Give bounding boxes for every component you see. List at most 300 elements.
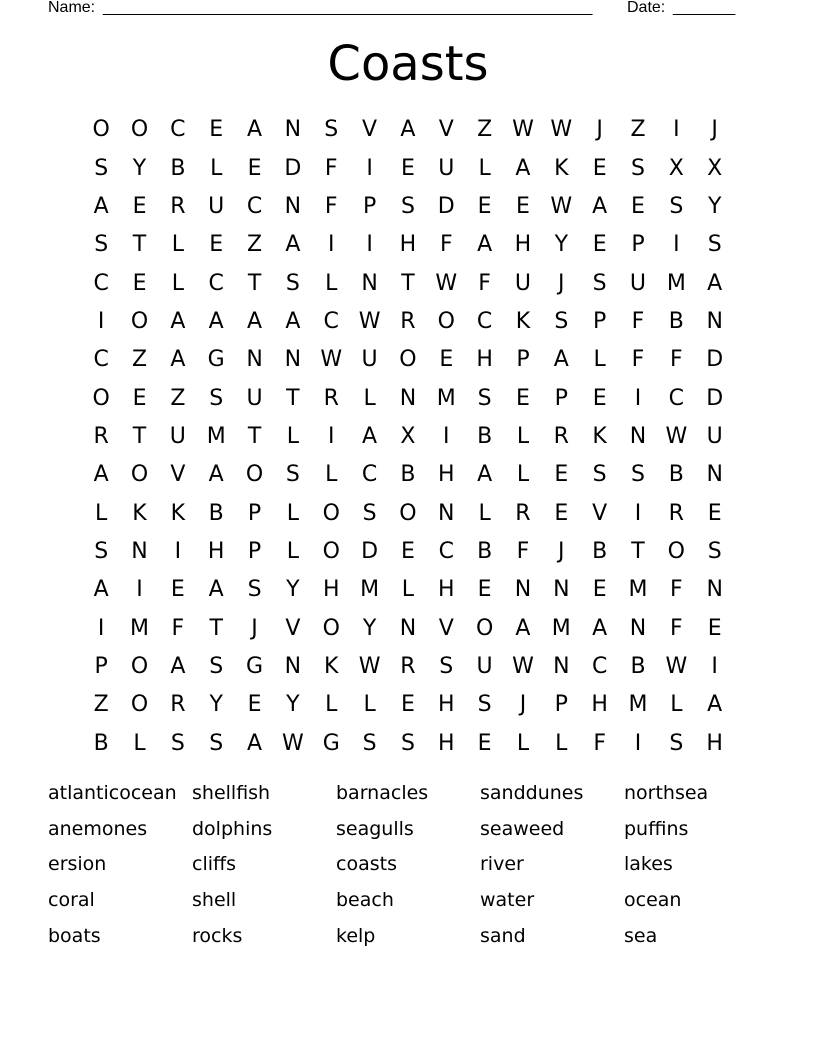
grid-cell[interactable]: O <box>130 117 149 143</box>
grid-cell[interactable]: W <box>282 730 304 756</box>
grid-row <box>82 111 734 149</box>
grid-cell[interactable]: A <box>515 615 531 641</box>
grid-cell[interactable]: S <box>400 193 415 219</box>
grid-cell[interactable]: K <box>592 423 607 449</box>
grid-cell[interactable]: E <box>170 577 185 603</box>
grid-cell[interactable]: S <box>477 385 492 411</box>
grid-cell[interactable]: U <box>629 270 647 296</box>
grid-cell[interactable]: R <box>553 423 569 449</box>
grid-cell[interactable]: V <box>285 615 301 641</box>
grid-cell[interactable]: N <box>361 270 378 296</box>
grid-cell[interactable]: N <box>706 462 723 488</box>
grid-cell[interactable]: E <box>592 577 607 603</box>
grid-cell[interactable]: T <box>209 615 223 641</box>
grid-cell[interactable]: E <box>707 500 722 526</box>
grid-cell[interactable]: R <box>400 653 416 679</box>
grid-cell[interactable]: I <box>634 500 642 526</box>
grid-cell[interactable]: E <box>400 692 415 718</box>
grid-cell[interactable]: S <box>707 538 722 564</box>
grid-cell[interactable]: N <box>284 653 302 679</box>
grid-cell[interactable]: N <box>706 308 723 334</box>
grid-cell[interactable]: F <box>478 270 491 296</box>
grid-cell[interactable]: B <box>668 462 684 488</box>
grid-cell[interactable]: I <box>673 232 680 258</box>
grid-cell[interactable]: R <box>668 500 684 526</box>
grid-cell[interactable]: E <box>592 155 607 181</box>
grid-cell[interactable]: E <box>631 193 645 219</box>
grid-cell[interactable]: F <box>670 577 683 603</box>
grid-cell[interactable]: H <box>399 232 417 258</box>
grid-cell[interactable]: N <box>131 538 148 564</box>
grid-cell[interactable]: S <box>554 308 569 334</box>
grid-cell[interactable]: T <box>132 232 147 258</box>
grid-cell[interactable]: W <box>665 653 688 679</box>
grid-cell[interactable]: T <box>631 538 645 564</box>
grid-cell[interactable]: S <box>247 577 262 603</box>
grid-cell[interactable]: S <box>669 730 684 756</box>
grid-cell[interactable]: V <box>438 615 454 641</box>
grid-cell[interactable]: B <box>170 155 186 181</box>
grid-cell[interactable]: J <box>558 538 565 564</box>
grid-cell[interactable]: W <box>320 347 343 373</box>
grid-cell[interactable]: V <box>438 117 454 143</box>
grid-cell[interactable]: M <box>628 577 648 603</box>
grid-cell[interactable]: I <box>366 232 373 258</box>
grid-cell[interactable]: I <box>634 730 642 756</box>
grid-cell[interactable]: L <box>516 423 530 449</box>
grid-cell[interactable]: J <box>519 692 527 718</box>
grid-cell[interactable]: G <box>207 347 225 373</box>
grid-cell[interactable]: S <box>477 692 492 718</box>
grid-cell[interactable]: I <box>136 577 143 603</box>
grid-cell[interactable]: C <box>93 270 109 296</box>
grid-cell[interactable]: O <box>130 692 149 718</box>
grid-cell[interactable]: L <box>171 270 184 296</box>
grid-cell[interactable]: O <box>92 117 110 143</box>
grid-cell[interactable]: N <box>399 615 417 641</box>
grid-cell[interactable]: M <box>360 577 380 603</box>
grid-cell[interactable]: R <box>400 308 416 334</box>
grid-cell[interactable]: L <box>401 577 415 603</box>
grid-cell[interactable]: S <box>285 462 300 488</box>
grid-cell[interactable]: T <box>247 423 262 449</box>
grid-cell[interactable]: L <box>363 385 376 411</box>
grid-cell[interactable]: S <box>631 462 645 488</box>
grid-cell[interactable]: Y <box>554 232 569 258</box>
grid-cell[interactable]: G <box>246 653 264 679</box>
grid-cell[interactable]: E <box>400 155 415 181</box>
grid-cell[interactable]: H <box>437 692 455 718</box>
grid-cell[interactable]: A <box>247 730 263 756</box>
grid-cell[interactable]: J <box>596 117 603 143</box>
grid-cell[interactable]: I <box>673 117 680 143</box>
grid-cell[interactable]: U <box>246 385 263 411</box>
grid-cell[interactable]: N <box>514 577 532 603</box>
grid-cell[interactable]: O <box>130 462 149 488</box>
grid-cell[interactable]: J <box>558 270 565 296</box>
grid-cell[interactable]: F <box>516 538 530 564</box>
grid-cell[interactable]: E <box>439 347 454 373</box>
grid-cell[interactable]: A <box>477 462 493 488</box>
grid-cell[interactable]: C <box>170 117 186 143</box>
grid-cell[interactable]: A <box>477 232 493 258</box>
grid-cell[interactable]: E <box>592 385 607 411</box>
grid-cell[interactable]: E <box>247 692 262 718</box>
grid-cell[interactable]: L <box>325 270 338 296</box>
grid-cell[interactable]: P <box>554 385 568 411</box>
grid-cell[interactable]: G <box>322 730 340 756</box>
grid-cell[interactable]: L <box>478 155 491 181</box>
grid-cell[interactable]: C <box>93 347 109 373</box>
grid-cell[interactable]: O <box>130 308 149 334</box>
grid-cell[interactable]: F <box>631 347 645 373</box>
grid-cell[interactable]: F <box>631 308 645 334</box>
grid-cell[interactable]: H <box>591 692 608 718</box>
grid-cell[interactable]: Y <box>362 615 377 641</box>
grid-cell[interactable]: A <box>170 347 186 373</box>
grid-cell[interactable]: L <box>171 232 184 258</box>
grid-cell[interactable]: H <box>437 577 455 603</box>
word-list-item: ersion <box>48 853 107 876</box>
grid-cell[interactable]: Z <box>247 232 263 258</box>
grid-cell[interactable]: P <box>247 500 262 526</box>
grid-cell[interactable]: E <box>247 155 262 181</box>
grid-cell[interactable]: V <box>362 117 378 143</box>
grid-cell[interactable]: O <box>322 538 340 564</box>
grid-cell[interactable]: B <box>630 653 646 679</box>
grid-cell[interactable]: B <box>477 538 493 564</box>
grid-cell[interactable]: N <box>246 347 263 373</box>
grid-cell[interactable]: W <box>358 653 381 679</box>
grid-cell[interactable]: N <box>629 615 647 641</box>
grid-cell[interactable]: S <box>592 270 607 296</box>
grid-cell[interactable]: U <box>514 270 531 296</box>
grid-cell[interactable]: F <box>324 155 338 181</box>
grid-cell[interactable]: T <box>132 423 147 449</box>
grid-cell[interactable]: M <box>436 385 456 411</box>
grid-cell[interactable]: Z <box>477 117 493 143</box>
grid-cell[interactable]: T <box>286 385 300 411</box>
grid-cell[interactable]: U <box>361 347 378 373</box>
grid-cell[interactable]: N <box>284 347 302 373</box>
grid-cell[interactable]: S <box>209 730 224 756</box>
grid-cell[interactable]: A <box>208 462 224 488</box>
grid-cell[interactable]: L <box>325 692 338 718</box>
grid-cell[interactable]: P <box>362 193 377 219</box>
grid-cell[interactable]: E <box>477 577 492 603</box>
grid-cell[interactable]: M <box>666 270 686 296</box>
grid-cell[interactable]: M <box>206 423 226 449</box>
grid-cell[interactable]: Y <box>707 193 722 219</box>
grid-cell[interactable]: A <box>400 117 416 143</box>
grid-cell[interactable]: F <box>439 232 453 258</box>
grid-cell[interactable]: I <box>443 423 450 449</box>
grid-row <box>82 264 734 302</box>
grid-cell[interactable]: H <box>322 577 340 603</box>
grid-cell[interactable]: I <box>97 308 105 334</box>
grid-cell[interactable]: W <box>665 423 688 449</box>
grid-cell[interactable]: H <box>437 730 455 756</box>
grid-cell[interactable]: S <box>362 730 377 756</box>
grid-cell[interactable]: S <box>94 538 109 564</box>
name-field[interactable]: _______________________________________________________ <box>103 0 593 16</box>
grid-cell[interactable]: O <box>322 615 340 641</box>
grid-cell[interactable]: E <box>132 270 147 296</box>
grid-cell[interactable]: S <box>439 653 454 679</box>
grid-cell[interactable]: N <box>438 500 455 526</box>
grid-cell[interactable]: S <box>94 155 109 181</box>
grid-cell[interactable]: F <box>670 347 683 373</box>
grid-cell[interactable]: M <box>551 615 571 641</box>
grid-cell[interactable]: S <box>285 270 300 296</box>
grid-cell[interactable]: A <box>362 423 378 449</box>
grid-cell[interactable]: C <box>476 308 493 334</box>
grid-cell[interactable]: E <box>132 385 147 411</box>
grid-cell[interactable]: E <box>516 193 530 219</box>
word-list-item: water <box>480 889 535 912</box>
grid-cell[interactable]: I <box>711 653 718 679</box>
grid-cell[interactable]: I <box>97 615 105 641</box>
grid-cell[interactable]: D <box>437 193 455 219</box>
grid-cell[interactable]: P <box>593 308 607 334</box>
grid-cell[interactable]: W <box>512 117 534 143</box>
grid-cell[interactable]: C <box>668 385 685 411</box>
grid-cell[interactable]: S <box>324 117 339 143</box>
grid-cell[interactable]: S <box>209 653 224 679</box>
grid-cell[interactable]: C <box>246 193 263 219</box>
grid-cell[interactable]: L <box>95 500 108 526</box>
grid-cell[interactable]: C <box>361 462 378 488</box>
grid-cell[interactable]: S <box>400 730 415 756</box>
grid-cell[interactable]: O <box>399 500 417 526</box>
grid-cell[interactable]: O <box>437 308 455 334</box>
grid-cell[interactable]: N <box>706 577 723 603</box>
grid-cell[interactable]: N <box>284 117 302 143</box>
grid-cell[interactable]: B <box>400 462 416 488</box>
grid-cell[interactable]: P <box>247 538 262 564</box>
grid-cell[interactable]: B <box>93 730 109 756</box>
grid-cell[interactable]: L <box>516 462 530 488</box>
grid-cell[interactable]: R <box>170 692 186 718</box>
grid-cell[interactable]: T <box>401 270 415 296</box>
grid-cell[interactable]: L <box>593 347 606 373</box>
grid-cell[interactable]: A <box>285 308 301 334</box>
grid-cell[interactable]: I <box>366 155 373 181</box>
grid-cell[interactable]: E <box>707 615 722 641</box>
grid-cell[interactable]: W <box>435 270 458 296</box>
grid-cell[interactable]: Z <box>630 117 646 143</box>
date-field[interactable]: _______ <box>673 0 736 16</box>
grid-cell[interactable]: A <box>553 347 569 373</box>
word-list-item: river <box>480 853 524 876</box>
grid-cell[interactable]: A <box>247 117 263 143</box>
word-list-item: sand <box>480 924 526 947</box>
grid-cell[interactable]: S <box>631 155 645 181</box>
grid-cell[interactable]: E <box>400 538 415 564</box>
grid-cell[interactable]: E <box>209 117 224 143</box>
grid-cell[interactable]: L <box>516 730 530 756</box>
grid-cell[interactable]: P <box>516 347 530 373</box>
grid-cell[interactable]: W <box>550 117 573 143</box>
grid-cell[interactable]: U <box>169 423 186 449</box>
grid-cell[interactable]: L <box>286 500 300 526</box>
grid-cell[interactable]: X <box>668 155 684 181</box>
grid-cell[interactable]: D <box>706 347 724 373</box>
grid-cell[interactable]: H <box>514 232 532 258</box>
grid-cell[interactable]: I <box>634 385 642 411</box>
grid-cell[interactable]: S <box>170 730 185 756</box>
grid-cell[interactable]: E <box>477 193 492 219</box>
grid-cell[interactable]: O <box>322 500 340 526</box>
grid-cell[interactable]: N <box>629 423 647 449</box>
grid-cell[interactable]: K <box>554 155 569 181</box>
grid-cell[interactable]: O <box>92 385 110 411</box>
grid-cell[interactable]: K <box>132 500 147 526</box>
grid-cell[interactable]: C <box>591 653 608 679</box>
grid-cell[interactable]: O <box>475 615 494 641</box>
grid-cell[interactable]: A <box>515 155 531 181</box>
grid-cell[interactable]: A <box>592 193 608 219</box>
grid-cell[interactable]: L <box>363 692 376 718</box>
grid-cell[interactable]: S <box>362 500 377 526</box>
grid-cell[interactable]: W <box>550 193 573 219</box>
grid-cell[interactable]: B <box>477 423 493 449</box>
grid-cell[interactable]: H <box>476 347 493 373</box>
grid-cell[interactable]: H <box>706 730 723 756</box>
grid-cell[interactable]: L <box>555 730 568 756</box>
grid-cell[interactable]: L <box>325 462 338 488</box>
word-list-item: boats <box>48 924 101 947</box>
grid-cell[interactable]: C <box>323 308 339 334</box>
grid-cell[interactable]: I <box>174 538 182 564</box>
grid-cell[interactable]: E <box>132 193 147 219</box>
grid-cell[interactable]: Z <box>93 692 109 718</box>
grid-cell[interactable]: Z <box>170 385 186 411</box>
grid-cell[interactable]: F <box>324 193 338 219</box>
grid-cell[interactable]: W <box>512 653 534 679</box>
grid-cell[interactable]: H <box>437 462 455 488</box>
grid-cell[interactable]: L <box>210 155 223 181</box>
grid-cell[interactable]: Y <box>209 692 223 718</box>
grid-cell[interactable]: S <box>669 193 684 219</box>
grid-cell[interactable]: A <box>208 577 224 603</box>
grid-cell[interactable]: U <box>438 155 455 181</box>
grid-cell[interactable]: A <box>93 577 109 603</box>
grid-cell[interactable]: A <box>93 462 109 488</box>
grid-cell[interactable]: D <box>284 155 302 181</box>
grid-cell[interactable]: S <box>209 385 224 411</box>
grid-cell[interactable]: N <box>553 577 570 603</box>
grid-cell[interactable]: D <box>361 538 379 564</box>
grid-cell[interactable]: F <box>593 730 606 756</box>
grid-cell[interactable]: K <box>170 500 186 526</box>
grid-cell[interactable]: K <box>515 308 531 334</box>
grid-cell[interactable]: A <box>285 232 301 258</box>
grid-cell[interactable]: D <box>706 385 724 411</box>
grid-cell[interactable]: R <box>93 423 109 449</box>
grid-cell[interactable]: Y <box>132 155 147 181</box>
grid-cell[interactable]: F <box>670 615 683 641</box>
grid-cell[interactable]: L <box>286 538 300 564</box>
grid-cell[interactable]: U <box>208 193 225 219</box>
grid-cell[interactable]: O <box>130 653 149 679</box>
grid-cell[interactable]: J <box>711 117 718 143</box>
grid-cell[interactable]: E <box>554 462 569 488</box>
grid-cell[interactable]: A <box>707 270 723 296</box>
grid-cell[interactable]: C <box>208 270 224 296</box>
grid-cell[interactable]: B <box>592 538 608 564</box>
grid-cell[interactable]: L <box>133 730 146 756</box>
grid-cell[interactable]: B <box>668 308 684 334</box>
grid-cell[interactable]: N <box>399 385 417 411</box>
grid-cell[interactable]: Y <box>286 577 300 603</box>
grid-cell[interactable]: F <box>171 615 185 641</box>
grid-cell[interactable]: E <box>477 730 492 756</box>
grid-cell[interactable]: H <box>207 538 225 564</box>
grid-cell[interactable]: S <box>94 232 109 258</box>
grid-cell[interactable]: K <box>324 653 339 679</box>
grid-cell[interactable]: T <box>247 270 262 296</box>
grid-cell[interactable]: A <box>170 308 186 334</box>
grid-cell[interactable]: U <box>706 423 723 449</box>
grid-cell[interactable]: M <box>628 692 648 718</box>
grid-cell[interactable]: S <box>707 232 722 258</box>
grid-row <box>82 725 734 763</box>
grid-cell[interactable]: R <box>170 193 186 219</box>
grid-cell[interactable]: U <box>476 653 493 679</box>
grid-cell[interactable]: I <box>327 423 335 449</box>
grid-cell[interactable]: L <box>286 423 300 449</box>
grid-cell[interactable]: J <box>251 615 258 641</box>
grid-cell[interactable]: R <box>323 385 339 411</box>
grid-cell[interactable]: V <box>170 462 186 488</box>
grid-cell[interactable]: E <box>554 500 569 526</box>
grid-cell[interactable]: S <box>592 462 607 488</box>
grid-cell[interactable]: O <box>399 347 417 373</box>
grid-cell[interactable]: N <box>553 653 570 679</box>
grid-cell[interactable]: V <box>592 500 608 526</box>
grid-cell[interactable]: E <box>209 232 224 258</box>
grid-cell[interactable]: M <box>130 615 149 641</box>
grid-cell[interactable]: E <box>592 232 607 258</box>
grid-cell[interactable]: A <box>247 308 263 334</box>
grid-cell[interactable]: A <box>93 193 109 219</box>
grid-cell[interactable]: P <box>631 232 645 258</box>
grid-cell[interactable]: W <box>358 308 381 334</box>
grid-cell[interactable]: Z <box>131 347 148 373</box>
grid-cell[interactable]: O <box>245 462 264 488</box>
word-list-item: cliffs <box>192 853 236 876</box>
grid-cell[interactable]: X <box>707 155 723 181</box>
grid-cell[interactable]: A <box>170 653 186 679</box>
grid-cell[interactable]: C <box>438 538 454 564</box>
grid-cell[interactable]: R <box>515 500 531 526</box>
grid-cell[interactable]: O <box>667 538 685 564</box>
grid-cell[interactable]: L <box>670 692 683 718</box>
grid-cell[interactable]: L <box>478 500 491 526</box>
grid-cell[interactable]: A <box>592 615 608 641</box>
grid-cell[interactable]: I <box>327 232 335 258</box>
grid-cell[interactable]: B <box>208 500 224 526</box>
grid-cell[interactable]: P <box>94 653 108 679</box>
grid-cell[interactable]: A <box>208 308 224 334</box>
grid-cell[interactable]: N <box>284 193 302 219</box>
grid-cell[interactable]: P <box>554 692 568 718</box>
grid-cell[interactable]: X <box>400 423 416 449</box>
grid-cell[interactable]: Y <box>286 692 300 718</box>
grid-cell[interactable]: E <box>516 385 530 411</box>
grid-cell[interactable]: A <box>707 692 723 718</box>
